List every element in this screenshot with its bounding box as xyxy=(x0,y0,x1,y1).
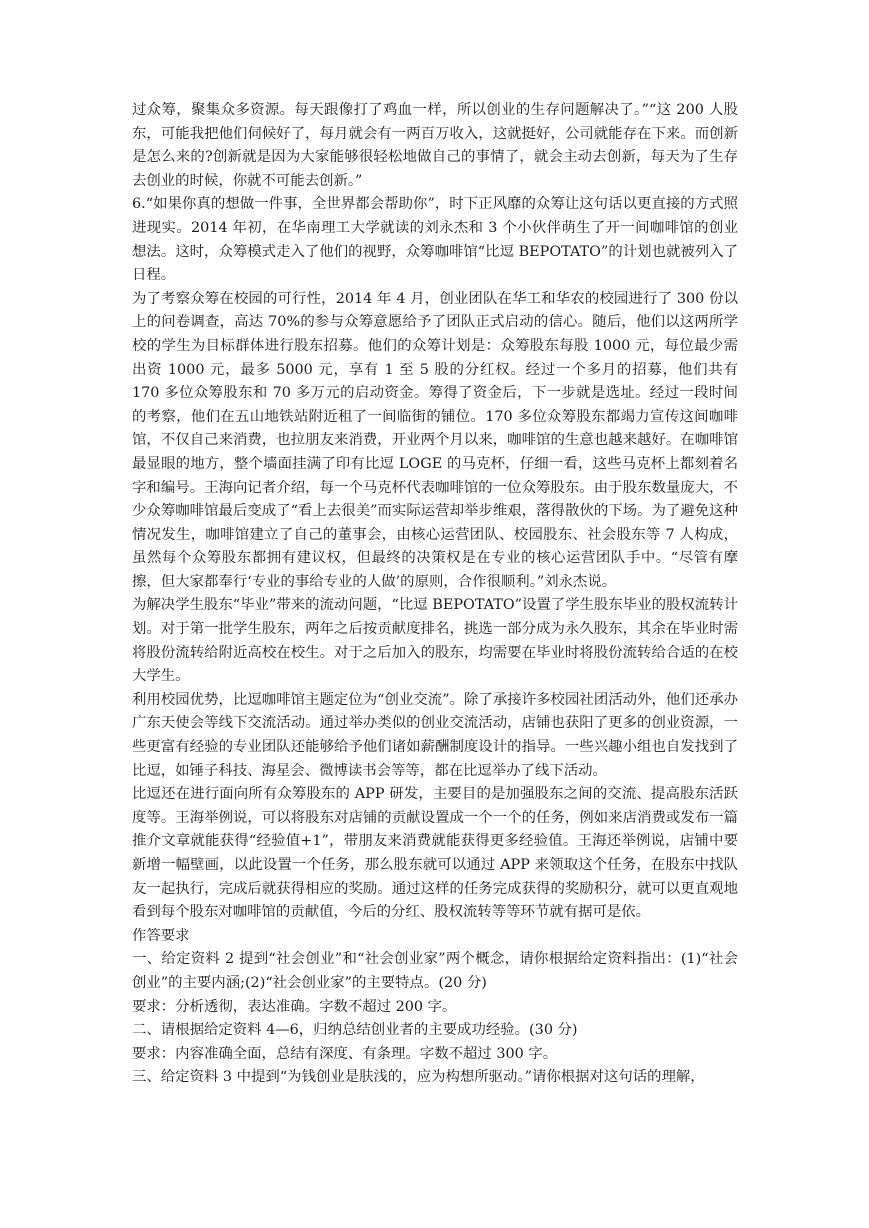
question-1-requirement: 要求：分析透彻，表达准确。字数不超过 200 字。 xyxy=(132,998,457,1015)
paragraph-crowdfunding-feasibility: 为了考察众筹在校园的可行性，2014 年 4 月，创业团队在华工和华农的校园进行了 300 份以上的问卷调查，高达 70%的参与众筹意愿给予了团队正式启动的信心。随后，他们以这两所学校的学生为目标群体进行股东招募。他们的众筹计划是：众筹股东每股 1000 元，每位最少需出资 1000 元，最多 5000 元，享有 1 至 5 股的分红权。经过一个多月的招募，他们共有 170 多位众筹股东和 70 多万元的启动资金。筹得了资金后，下一步就是选址。经过一段时间的考察，他们在五山地铁站附近租了一间临街的铺位。170 多位众筹股东都竭力宣传这间咖啡馆，不仅自己来消费，也拉朋友来消费，开业两个月以来，咖啡馆的生意也越来越好。在咖啡馆最显眼的地方，整个墙面挂满了印有比逗 LOGE 的马克杯，仔细一看，这些马克杯上都刻着名字和编号。王海向记者介绍，每一个马克杯代表咖啡馆的一位众筹股东。由于股东数量庞大，不少众筹咖啡馆最后变成了“看上去很美”而实际运营却举步维艰，落得散伙的下场。为了避免这种情况发生，咖啡馆建立了自己的董事会，由核心运营团队、校园股东、社会股东等 7 人构成，虽然每个众筹股东都拥有建议权，但最终的决策权是在专业的核心运营团队手中。“尽管有摩擦，但大家都奉行‘专业的事给专业的人做’的原则，合作很顺利。”刘永杰说。 xyxy=(132,290,738,590)
document-page xyxy=(132,99,738,1090)
paragraph-campus-advantage: 利用校园优势，比逗咖啡馆主题定位为“创业交流”。除了承接许多校园社团活动外，他们还承办广东天使会等线下交流活动。通过举办类似的创业交流活动，店铺也获阳了更多的创业资源，一些更富有经验的专业团队还能够给予他们诸如薪酬制度设计的指导。一些兴趣小组也自发找到了比逗，如锤子科技、海星会、微博读书会等等，都在比逗举办了线下活动。 xyxy=(132,691,738,779)
paragraph-equity-transfer: 为解决学生股东“毕业”带来的流动问题，“比逗 BEPOTATO”设置了学生股东毕业的股权流转计划。对于第一批学生股东，两年之后按贡献度排名，挑选一部分成为永久股东，其余在毕业时需将股份流转给附近高校在校生。对于之后加入的股东，均需要在毕业时将股份流转给合适的在校大学生。 xyxy=(132,597,738,685)
paragraph-app-development: 比逗还在进行面向所有众筹股东的 APP 研发，主要目的是加强股东之间的交流、提高股东活跃度等。王海举例说，可以将股东对店铺的贡献设置成一个一个的任务，例如来店消费或发布一篇推介文章就能获得“经验值+1”，带朋友来消费就能获得更多经验值。王海还举例说，店铺中要新增一幅壁画，以此设置一个任务，那么股东就可以通过 APP 来领取这个任务，在股东中找队友一起执行，完成后就获得相应的奖励。通过这样的任务完成获得的奖励积分，就可以更直观地看到每个股东对咖啡馆的贡献值，今后的分红、股权流转等等环节就有据可是依。 xyxy=(132,786,738,921)
paragraph-continuation: 过众筹，聚集众多资源。每天跟像打了鸡血一样，所以创业的生存问题解决了。”“这 200 人股东，可能我把他们伺候好了，每月就会有一两百万收入，这就挺好，公司就能存在下来。而创新是怎么来的?创新就是因为大家能够很轻松地做自己的事情了，就会主动去创新，每天为了生存去创业的时候，你就不可能去创新。” xyxy=(132,102,738,189)
section-heading-requirements: 作答要求 xyxy=(132,927,190,944)
paragraph-item-6: 6.“如果你真的想做一件事，全世界都会帮助你”，时下正风靡的众筹让这句话以更直接的方式照进现实。2014 年初，在华南理工大学就读的刘永杰和 3 个小伙伴萌生了开一间咖啡馆的创业想法。这时，众筹模式走入了他们的视野，众筹咖啡馆“比逗 BEPOTATO”的计划也就被列入了日程。 xyxy=(132,196,738,284)
question-1: 一、给定资料 2 提到“社会创业”和“社会创业家”两个概念，请你根据给定资料指出：(1)“社会创业”的主要内涵;(2)“社会创业家”的主要特点。(20 分) xyxy=(132,951,738,991)
question-2: 二、请根据给定资料 4—6，归纳总结创业者的主要成功经验。(30 分) xyxy=(132,1022,578,1039)
question-2-requirement: 要求：内容准确全面，总结有深度、有条理。字数不超过 300 字。 xyxy=(132,1045,558,1062)
question-3: 三、给定资料 3 中提到“为钱创业是肤浅的，应为构想所驱动。”请你根据对这句话的理解， xyxy=(132,1069,705,1086)
